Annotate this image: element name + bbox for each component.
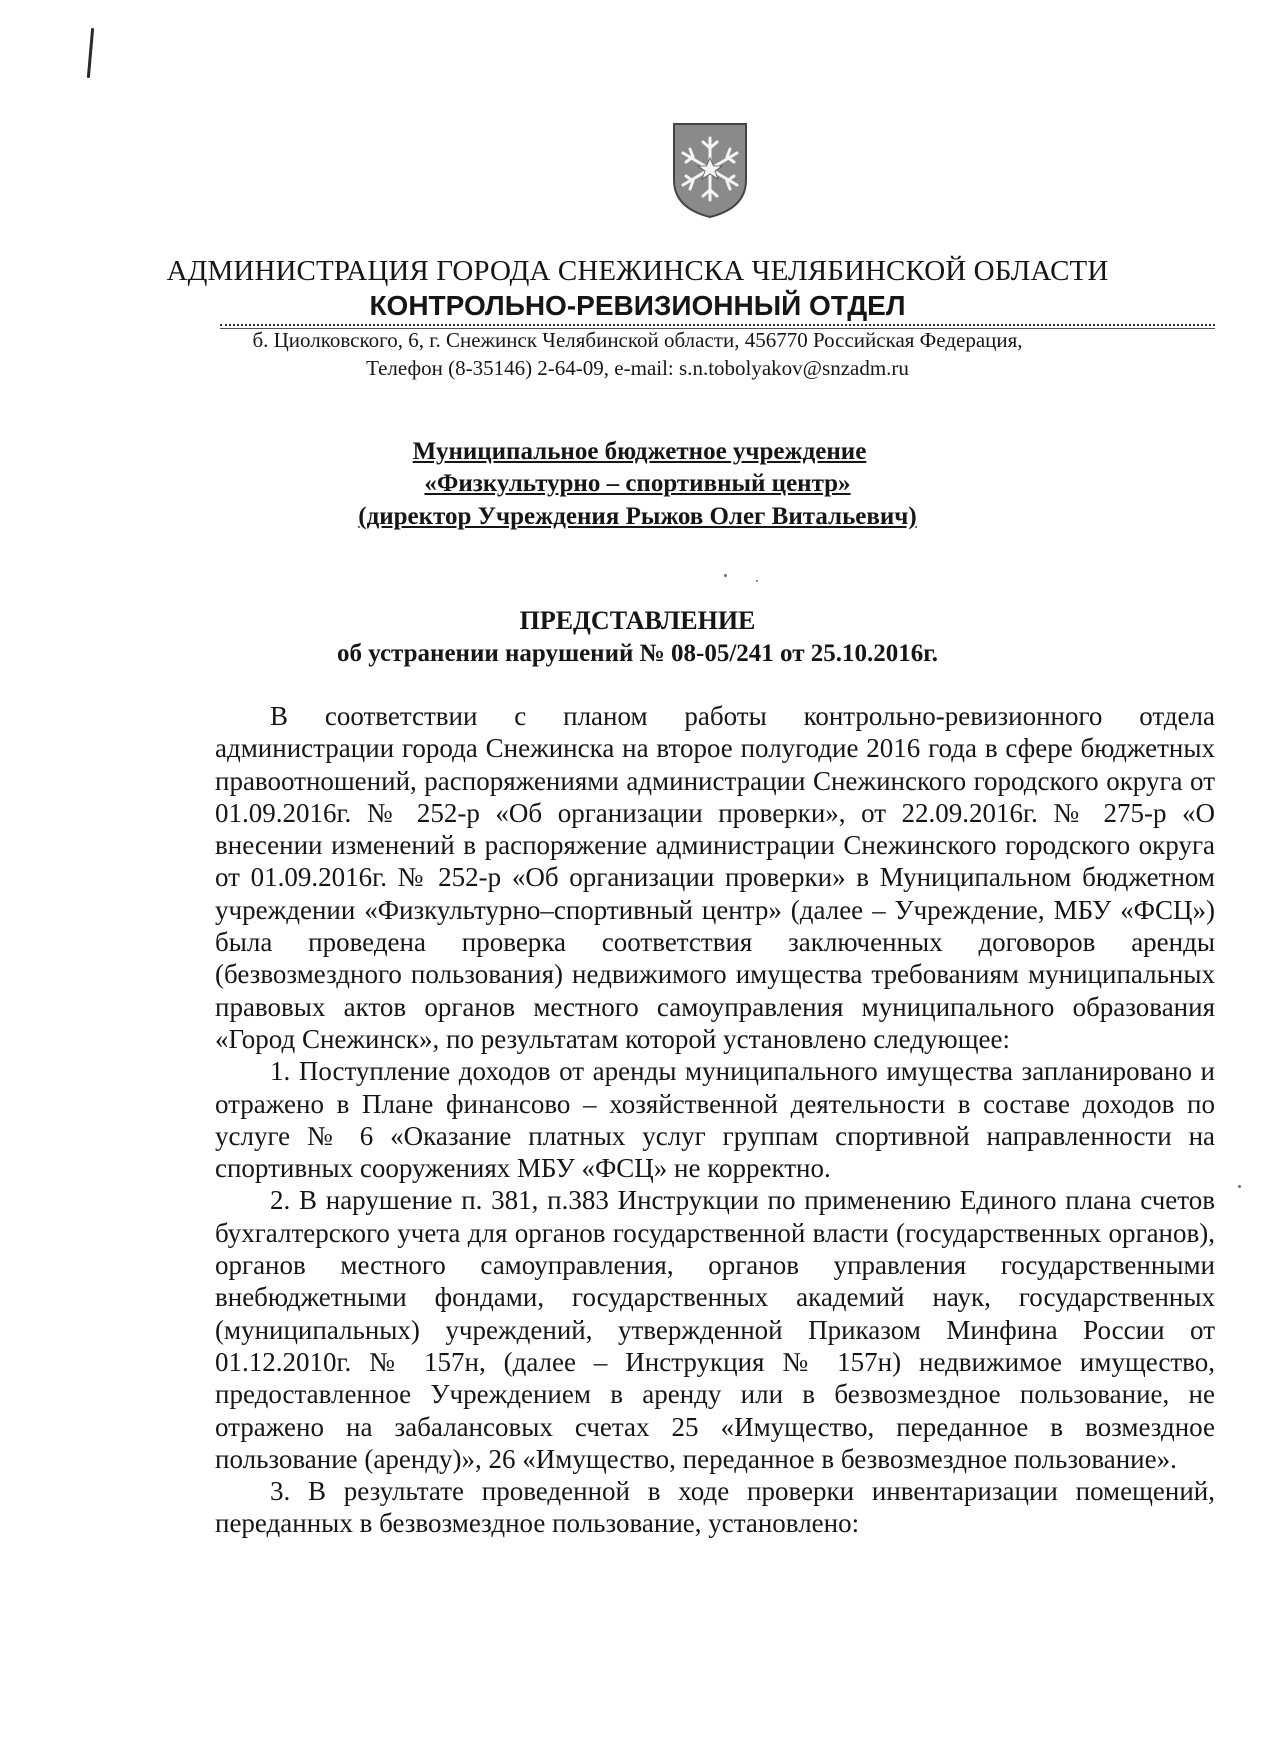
- scan-speck: [1238, 1185, 1241, 1188]
- body-paragraph: В соответствии с планом работы контрольно-ревизионного отдела администрации города Снежинска на второе полугодие 2016 года в сфере бюджетных правоотношений, распоряжениями администрации Снежинского городского округа от 01.09.2016г. № 252-р «Об организации проверки», от 22.09.2016г. № 275-р «О внесении изменений в распоряжение администрации Снежинского городского округа от 01.09.2016г. № 252-р «Об организации проверки» в Муниципальном бюджетном учреждении «Физкультурно–спортивный центр» (далее – Учреждение, МБУ «ФСЦ») была проведена проверка соответствия заключенных договоров аренды (безвозмездного пользования) недвижимого имущества требованиям муниципальных правовых актов органов местного самоуправления муниципального образования «Город Снежинск», по результатам которой установлено следующее:: [215, 701, 1215, 1054]
- recipient-line-1: Муниципальное бюджетное учреждение: [412, 438, 867, 465]
- header-divider: [220, 324, 1215, 326]
- department-name: КОНТРОЛЬНО-РЕВИЗИОННЫЙ ОТДЕЛ: [369, 290, 906, 321]
- scan-speck: [756, 580, 758, 582]
- document-subtitle: об устранении нарушений № 08-05/241 от 25.10.2016г.: [336, 640, 939, 667]
- scan-pen-mark: [87, 28, 94, 78]
- organization-name: АДМИНИСТРАЦИЯ ГОРОДА СНЕЖИНСКА ЧЕЛЯБИНСКОЙ ОБЛАСТИ: [166, 255, 1109, 287]
- scan-speck: [724, 574, 727, 577]
- body-paragraph: 3. В результате проведенной в ходе проверки инвентаризации помещений, переданных в безвозмездное пользование, установлено:: [215, 1476, 1215, 1539]
- body-paragraph: 1. Поступление доходов от аренды муниципального имущества запланировано и отражено в Плане финансово – хозяйственной деятельности в составе доходов по услуге № 6 «Оказание платных услуг группам спортивной направленности на спортивных сооружениях МБУ «ФСЦ» не корректно.: [215, 1056, 1215, 1184]
- recipient-line-3: (директор Учреждения Рыжов Олег Витальевич): [358, 503, 917, 530]
- body-paragraph: 2. В нарушение п. 381, п.383 Инструкции по применению Единого плана счетов бухгалтерского учета для органов государственной власти (государственных органов), органов местного самоуправления, органов управления государственными внебюджетными фондами, государственных академий наук, государственных (муниципальных) учреждений, утвержденной Приказом Минфина России от 01.12.2010г. № 157н, (далее – Инструкция № 157н) недвижимое имущество, предоставленное Учреждением в аренду или в безвозмездное пользование, не отражено на забалансовых счетах 25 «Имущество, переданное в возмездное пользование (аренду)», 26 «Имущество, переданное в безвозмездное пользование».: [215, 1185, 1215, 1474]
- snowflake-star-coat-of-arms-icon: [670, 120, 750, 220]
- document-body: [215, 700, 1215, 1540]
- document-title: ПРЕДСТАВЛЕНИЕ: [519, 606, 756, 635]
- address-line: б. Циолковского, 6, г. Снежинск Челябинской области, 456770 Российская Федерация,: [252, 328, 1023, 352]
- recipient-line-2: «Физкультурно – спортивный центр»: [424, 470, 851, 497]
- contact-line: Телефон (8-35146) 2-64-09, e-mail: s.n.tobolyakov@snzadm.ru: [366, 356, 909, 380]
